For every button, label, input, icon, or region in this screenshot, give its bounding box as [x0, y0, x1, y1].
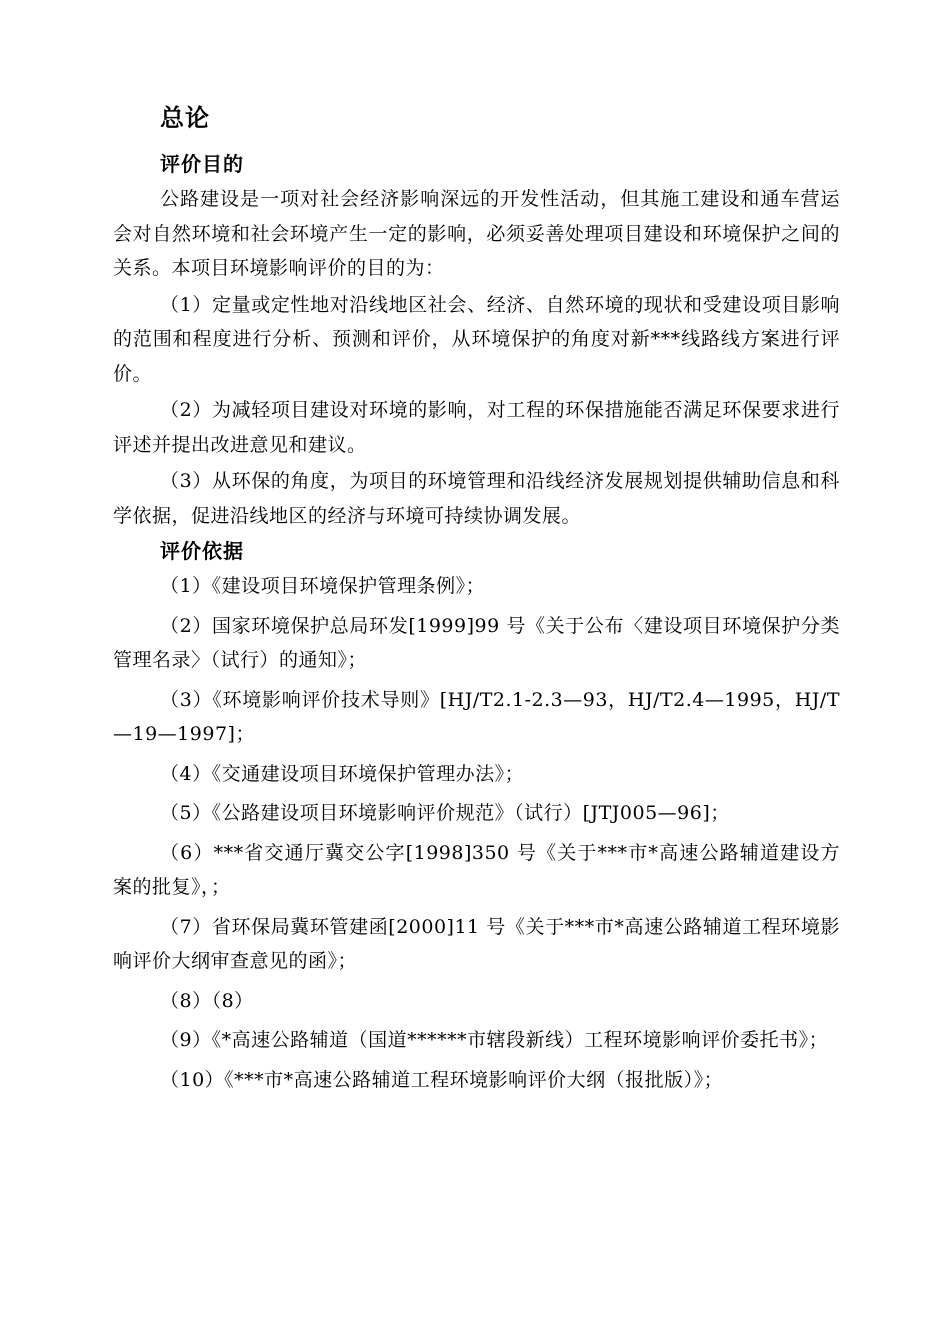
- basis-item-4: （4）《交通建设项目环境保护管理办法》；: [160, 762, 525, 785]
- section-heading-basis: 评价依据: [160, 539, 244, 563]
- section-heading-purpose: 评价目的: [160, 152, 244, 176]
- basis-item-8: （8）（8）: [160, 989, 254, 1012]
- document-body: [113, 98, 840, 1102]
- basis-item-3: （3）《环境影响评价技术导则》[HJ/T2.1-2.3—93，HJ/T2.4—1995，HJ/T—19—1997]；: [113, 688, 840, 745]
- purpose-intro-paragraph: 公路建设是一项对社会经济影响深远的开发性活动，但其施工建设和通车营运会对自然环境和社会环境产生一定的影响，必须妥善处理项目建设和环境保护之间的关系。本项目环境影响评价的目的为：: [113, 188, 840, 279]
- purpose-item-1: （1）定量或定性地对沿线地区社会、经济、自然环境的现状和受建设项目影响的范围和程度进行分析、预测和评价，从环境保护的角度对新***线路线方案进行评价。: [113, 293, 840, 385]
- basis-item-1: （1）《建设项目环境保护管理条例》；: [160, 575, 486, 597]
- basis-item-10: （10）《***市*高速公路辅道工程环境影响评价大纲（报批版）》；: [160, 1068, 724, 1091]
- basis-item-9: （9）《*高速公路辅道（国道******市辖段新线）工程环境影响评价委托书》；: [160, 1029, 829, 1051]
- basis-item-6: （6）***省交通厅冀交公字[1998]350 号《关于***市*高速公路辅道建设方案的批复》，；: [113, 841, 840, 898]
- basis-item-5: （5）《公路建设项目环境影响评价规范》（试行）[JTJ005—96]；: [160, 802, 730, 824]
- basis-item-7: （7）省环保局冀环管建函[2000]11 号《关于***市*高速公路辅道工程环境影响评价大纲审查意见的函》；: [113, 915, 840, 972]
- purpose-item-3: （3）从环保的角度，为项目的环境管理和沿线经济发展规划提供辅助信息和科学依据，促进沿线地区的经济与环境可持续协调发展。: [113, 470, 840, 527]
- basis-item-2: （2）国家环境保护总局环发[1999]99 号《关于公布〈建设项目环境保护分类管理名录〉（试行）的通知》；: [113, 614, 840, 671]
- page-title: 总论: [160, 104, 210, 132]
- purpose-item-2: （2）为减轻项目建设对环境的影响，对工程的环保措施能否满足环保要求进行评述并提出改进意见和建议。: [113, 399, 840, 456]
